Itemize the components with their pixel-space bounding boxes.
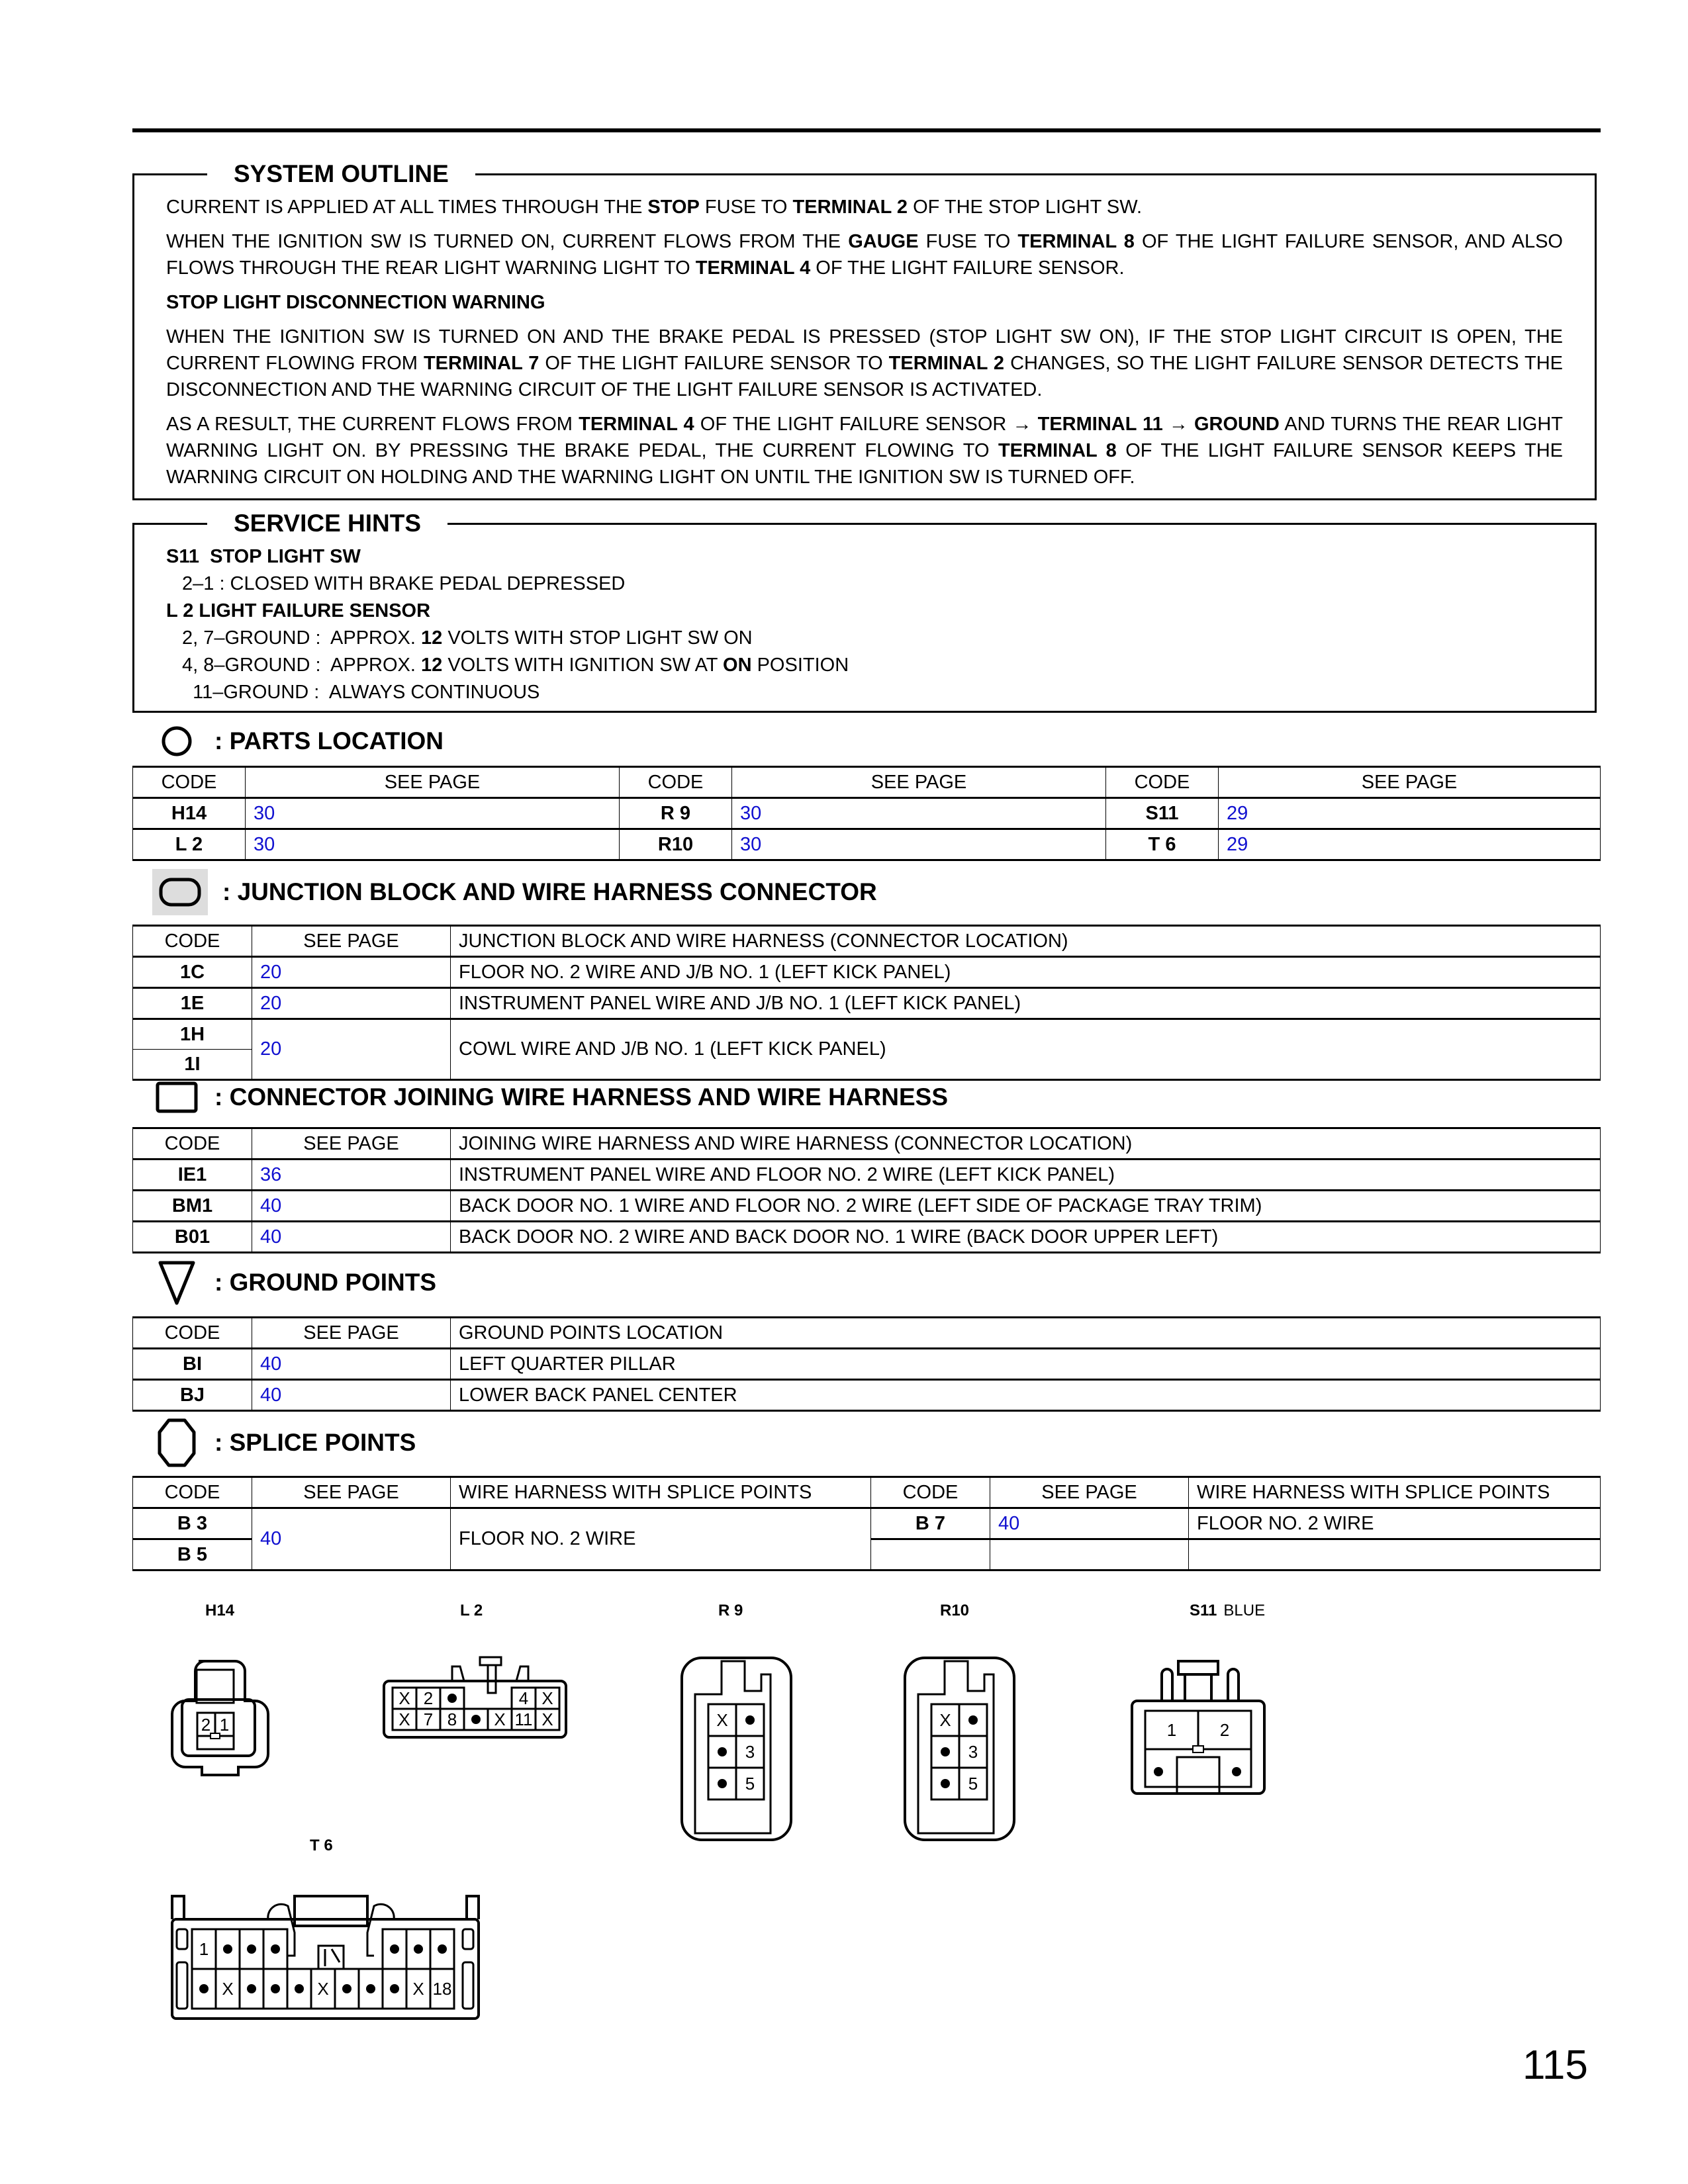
text-run: 4, 8–GROUND : APPROX.: [182, 655, 421, 676]
joining-connector-heading: [154, 1077, 948, 1117]
pin-dot: [271, 1984, 280, 1993]
pin-label: X: [541, 1688, 553, 1708]
header-see-page: SEE PAGE: [732, 767, 1106, 798]
connector-label-h14: H14: [205, 1602, 235, 1619]
header-see-page: SEE PAGE: [1219, 767, 1601, 798]
pin-label: X: [399, 1709, 410, 1729]
bold-text: L 2 LIGHT FAILURE SENSOR: [166, 600, 431, 621]
header-see-page: SEE PAGE: [252, 1128, 451, 1160]
pin-dot: [745, 1715, 755, 1725]
code-cell: 1C: [133, 957, 252, 988]
splice-points-table: [132, 1476, 1601, 1571]
header-code: CODE: [133, 926, 252, 957]
connector-label-t6: T 6: [310, 1837, 333, 1854]
pin-dot: [941, 1779, 950, 1788]
code-cell: IE1: [133, 1160, 252, 1191]
code-cell: L 2: [133, 829, 246, 860]
text-run: FUSE TO: [918, 231, 1018, 252]
header-code: CODE: [133, 1318, 252, 1349]
parts-location-table: [132, 766, 1601, 861]
page-link[interactable]: 29: [1219, 798, 1601, 829]
pin-dot: [247, 1984, 256, 1993]
code-cell: 1I: [133, 1050, 252, 1080]
table-row: [133, 1349, 1601, 1380]
bold-text: TERMINAL 2: [888, 353, 1005, 374]
text-run: CURRENT IS APPLIED AT ALL TIMES THROUGH THE: [166, 197, 648, 218]
page-link[interactable]: 30: [732, 798, 1106, 829]
pin-dot: [390, 1984, 399, 1993]
location-cell: INSTRUMENT PANEL WIRE AND FLOOR NO. 2 WIRE (LEFT KICK PANEL): [451, 1160, 1601, 1191]
joining-connector-title: : CONNECTOR JOINING WIRE HARNESS AND WIRE HARNESS: [214, 1083, 949, 1111]
page-link[interactable]: 40: [990, 1508, 1189, 1539]
text-run: AS A RESULT, THE CURRENT FLOWS FROM: [166, 414, 579, 435]
text-run: OF THE LIGHT FAILURE SENSOR, AND ALSO FLOWS THROUGH THE REAR LIGHT WARNING LIGHT TO: [166, 231, 1563, 279]
system-outline-title: SYSTEM OUTLINE: [207, 159, 475, 189]
location-cell: INSTRUMENT PANEL WIRE AND J/B NO. 1 (LEFT KICK PANEL): [451, 988, 1601, 1019]
hint-component: [166, 598, 1563, 625]
triangle-down-icon: [154, 1263, 200, 1302]
text-run: FUSE TO: [699, 197, 793, 218]
pin-dot: [968, 1715, 978, 1725]
bold-text: ON: [723, 655, 752, 676]
table-header-row: [133, 926, 1601, 957]
pin-label: X: [494, 1709, 506, 1729]
table-row: [133, 1160, 1601, 1191]
bold-text: TERMINAL 11: [1037, 414, 1163, 435]
pin-dot: [438, 1944, 447, 1954]
bold-text: GROUND: [1194, 414, 1280, 435]
text-run: AND TURNS THE REAR LIGHT WARNING LIGHT ON. BY PRESSING THE BRAKE PEDAL, THE CURRENT FLOWING TO: [166, 414, 1563, 461]
code-cell: S11: [1106, 798, 1219, 829]
pin-dot: [471, 1715, 481, 1724]
page-link[interactable]: 29: [1219, 829, 1601, 860]
pin-label: 2: [1219, 1720, 1230, 1740]
text-run: OF THE STOP LIGHT SW.: [908, 197, 1143, 218]
pin-label: 5: [968, 1774, 978, 1794]
parts-location-title: : PARTS LOCATION: [214, 727, 444, 754]
empty-cell: [990, 1539, 1189, 1570]
pin-dot: [390, 1944, 399, 1954]
system-outline-body: [134, 175, 1595, 490]
text-run: OF THE LIGHT FAILURE SENSOR →: [694, 414, 1038, 435]
s11-code: S11: [1190, 1602, 1217, 1619]
pin-dot: [414, 1944, 423, 1954]
pin-label: 1: [199, 1939, 209, 1959]
code-cell: BM1: [133, 1191, 252, 1222]
pin-label: 11: [514, 1709, 533, 1729]
pin-label: X: [716, 1710, 728, 1730]
table-row: [133, 1222, 1601, 1253]
header-code: CODE: [133, 1477, 252, 1508]
page-link[interactable]: 30: [732, 829, 1106, 860]
pin-label: 8: [447, 1709, 457, 1729]
pin-dot: [271, 1944, 280, 1954]
circle-icon: [154, 721, 200, 761]
outline-paragraph: [166, 324, 1563, 403]
connector-label-s11: [1190, 1602, 1265, 1620]
bold-text: S11 STOP LIGHT SW: [166, 546, 361, 567]
rounded-rect-icon: [152, 869, 208, 915]
code-cell: 1E: [133, 988, 252, 1019]
junction-block-table: [132, 925, 1601, 1081]
pin-dot: [247, 1944, 256, 1954]
location-cell: BACK DOOR NO. 2 WIRE AND BACK DOOR NO. 1 WIRE (BACK DOOR UPPER LEFT): [451, 1222, 1601, 1253]
pin-dot: [366, 1984, 375, 1993]
pin-label: 2: [423, 1688, 434, 1708]
pin-label: 2: [201, 1715, 211, 1735]
bold-text: STOP LIGHT DISCONNECTION WARNING: [166, 292, 545, 313]
text-run: OF THE LIGHT FAILURE SENSOR.: [810, 257, 1125, 279]
pin-dot: [718, 1779, 727, 1788]
harness-cell: FLOOR NO. 2 WIRE: [1189, 1508, 1601, 1539]
page-link[interactable]: 40: [252, 1349, 451, 1380]
text-run: POSITION: [751, 655, 849, 676]
pin-dot: [1154, 1767, 1163, 1776]
pin-label: X: [541, 1709, 553, 1729]
junction-block-heading: [154, 872, 877, 912]
location-cell: BACK DOOR NO. 1 WIRE AND FLOOR NO. 2 WIRE (LEFT SIDE OF PACKAGE TRAY TRIM): [451, 1191, 1601, 1222]
bold-text: TERMINAL 7: [423, 353, 539, 374]
outline-paragraph: [166, 289, 1563, 316]
text-run: →: [1162, 414, 1194, 435]
ground-points-title: : GROUND POINTS: [214, 1269, 437, 1296]
connector-label-r10: R10: [940, 1602, 970, 1619]
table-header-row: [133, 1477, 1601, 1508]
pin-label: 3: [968, 1742, 978, 1762]
table-row: [133, 988, 1601, 1019]
service-hints-box: [132, 510, 1597, 713]
table-row: [133, 1191, 1601, 1222]
ground-points-table: [132, 1316, 1601, 1412]
octagon-icon: [154, 1423, 200, 1463]
header-location: JOINING WIRE HARNESS AND WIRE HARNESS (CONNECTOR LOCATION): [451, 1128, 1601, 1160]
text-run: 11–GROUND : ALWAYS CONTINUOUS: [182, 682, 540, 703]
joining-connector-table: [132, 1127, 1601, 1253]
hint-detail: [166, 679, 1563, 706]
parts-location-heading: [154, 721, 444, 761]
table-header-row: [133, 767, 1601, 798]
ground-points-heading: [154, 1263, 436, 1302]
table-row: [133, 798, 1601, 829]
header-code: CODE: [871, 1477, 990, 1508]
outline-paragraph: [166, 228, 1563, 281]
pin-dot: [223, 1944, 232, 1954]
bold-text: TERMINAL 8: [998, 440, 1117, 461]
connector-l2-diagram: [381, 1655, 573, 1747]
pin-label: X: [412, 1979, 424, 1999]
header-see-page: SEE PAGE: [252, 926, 451, 957]
page-link[interactable]: 20: [252, 957, 451, 988]
code-cell: B 5: [133, 1539, 252, 1570]
bold-text: TERMINAL 8: [1017, 231, 1135, 252]
text-run: 2–1 : CLOSED WITH BRAKE PEDAL DEPRESSED: [182, 573, 626, 594]
hint-component: [166, 543, 1563, 570]
header-see-page: SEE PAGE: [246, 767, 620, 798]
pin-label: 1: [219, 1715, 230, 1735]
empty-cell: [1189, 1539, 1601, 1570]
text-run: OF THE LIGHT FAILURE SENSOR KEEPS THE WARNING CIRCUIT ON HOLDING AND THE WARNING LIGHT ON UNTIL THE IGNITION SW IS TURNED OFF.: [166, 440, 1563, 488]
system-outline-box: [132, 160, 1597, 500]
text-run: WHEN THE IGNITION SW IS TURNED ON, CURRENT FLOWS FROM THE: [166, 231, 849, 252]
connector-h14-diagram: [169, 1658, 275, 1777]
pin-dot: [295, 1984, 304, 1993]
table-row: [133, 1380, 1601, 1411]
page-link[interactable]: 40: [252, 1508, 451, 1570]
text-run: OF THE LIGHT FAILURE SENSOR TO: [539, 353, 889, 374]
page-link[interactable]: 40: [252, 1222, 451, 1253]
pin-dot: [342, 1984, 352, 1993]
table-row: [133, 829, 1601, 860]
location-cell: COWL WIRE AND J/B NO. 1 (LEFT KICK PANEL): [451, 1019, 1601, 1080]
hint-detail: [166, 570, 1563, 598]
location-cell: FLOOR NO. 2 WIRE AND J/B NO. 1 (LEFT KICK PANEL): [451, 957, 1601, 988]
page-link[interactable]: 20: [252, 988, 451, 1019]
code-cell: BJ: [133, 1380, 252, 1411]
code-cell: 1H: [133, 1019, 252, 1050]
outline-paragraph: [166, 194, 1563, 220]
header-location: GROUND POINTS LOCATION: [451, 1318, 1601, 1349]
header-see-page: SEE PAGE: [252, 1318, 451, 1349]
junction-block-title: : JUNCTION BLOCK AND WIRE HARNESS CONNECTOR: [222, 878, 877, 905]
pin-label: X: [317, 1979, 329, 1999]
header-code: CODE: [133, 1128, 252, 1160]
bold-text: TERMINAL 4: [695, 257, 811, 279]
outline-paragraph: [166, 411, 1563, 490]
code-cell: H14: [133, 798, 246, 829]
pin-dot: [447, 1694, 457, 1703]
bold-text: TERMINAL 4: [579, 414, 694, 435]
bold-text: STOP: [647, 197, 700, 218]
rectangle-icon: [154, 1077, 200, 1117]
code-cell: B01: [133, 1222, 252, 1253]
header-code: CODE: [133, 767, 246, 798]
connector-r10-diagram: [902, 1655, 1021, 1846]
pin-dot: [199, 1984, 209, 1993]
location-cell: LEFT QUARTER PILLAR: [451, 1349, 1601, 1380]
page-link[interactable]: 36: [252, 1160, 451, 1191]
pin-dot: [941, 1747, 950, 1756]
header-see-page: SEE PAGE: [252, 1477, 451, 1508]
service-hints-body: [134, 525, 1595, 706]
code-cell: R 9: [620, 798, 732, 829]
table-header-row: [133, 1318, 1601, 1349]
splice-points-title: : SPLICE POINTS: [214, 1429, 416, 1456]
code-cell: BI: [133, 1349, 252, 1380]
text-run: CHANGES, SO THE LIGHT FAILURE SENSOR DETECTS THE DISCONNECTION AND THE WARNING CIRCUIT OF THE LIGHT FAILURE SENSOR IS ACTIVATED.: [166, 353, 1564, 400]
pin-label: X: [222, 1979, 234, 1999]
hint-detail: [166, 652, 1563, 679]
splice-points-heading: [154, 1423, 416, 1463]
location-cell: LOWER BACK PANEL CENTER: [451, 1380, 1601, 1411]
table-row: [133, 1019, 1601, 1050]
harness-cell: FLOOR NO. 2 WIRE: [451, 1508, 871, 1570]
connector-s11-diagram: [1129, 1658, 1274, 1817]
page-link[interactable]: 30: [246, 798, 620, 829]
empty-cell: [871, 1539, 990, 1570]
header-harness: WIRE HARNESS WITH SPLICE POINTS: [451, 1477, 871, 1508]
connector-t6-diagram: [169, 1889, 480, 2035]
pin-dot: [718, 1747, 727, 1756]
code-cell: R10: [620, 829, 732, 860]
pin-label: 3: [745, 1742, 755, 1762]
header-see-page: SEE PAGE: [990, 1477, 1189, 1508]
header-code: CODE: [1106, 767, 1219, 798]
bold-text: 12: [421, 655, 443, 676]
s11-color: BLUE: [1223, 1602, 1266, 1619]
connector-r9-diagram: [679, 1655, 798, 1846]
table-header-row: [133, 1128, 1601, 1160]
bold-text: 12: [421, 627, 443, 649]
pin-label: X: [399, 1688, 410, 1708]
table-row: [133, 957, 1601, 988]
table-row: [133, 1508, 1601, 1539]
text-run: WHEN THE IGNITION SW IS TURNED ON AND THE BRAKE PEDAL IS PRESSED (STOP LIGHT SW ON), IF THE STOP LIGHT CIRCUIT IS OPEN, THE CURRENT FLOWING FROM: [166, 326, 1563, 374]
pin-label: 7: [423, 1709, 434, 1729]
text-run: VOLTS WITH IGNITION SW AT: [442, 655, 724, 676]
connector-label-l2: L 2: [460, 1602, 483, 1619]
top-rule: [132, 128, 1601, 132]
code-cell: B 3: [133, 1508, 252, 1539]
page-link[interactable]: 30: [246, 829, 620, 860]
pin-dot: [1232, 1767, 1241, 1776]
pin-label: 1: [1166, 1720, 1177, 1740]
pin-label: 4: [518, 1688, 529, 1708]
bold-text: GAUGE: [848, 231, 919, 252]
code-cell: B 7: [871, 1508, 990, 1539]
page-link[interactable]: 20: [252, 1019, 451, 1080]
bold-text: TERMINAL 2: [792, 197, 908, 218]
text-run: 2, 7–GROUND : APPROX.: [182, 627, 421, 649]
pin-label: X: [939, 1710, 951, 1730]
page-link[interactable]: 40: [252, 1191, 451, 1222]
hint-detail: [166, 625, 1563, 652]
page-number: 115: [1523, 2042, 1588, 2088]
connector-label-r9: R 9: [718, 1602, 743, 1619]
pin-label: 18: [432, 1979, 452, 1999]
text-run: VOLTS WITH STOP LIGHT SW ON: [442, 627, 753, 649]
service-hints-title: SERVICE HINTS: [207, 509, 447, 538]
header-location: JUNCTION BLOCK AND WIRE HARNESS (CONNECTOR LOCATION): [451, 926, 1601, 957]
header-harness: WIRE HARNESS WITH SPLICE POINTS: [1189, 1477, 1601, 1508]
pin-label: 5: [745, 1774, 755, 1794]
header-code: CODE: [620, 767, 732, 798]
page-link[interactable]: 40: [252, 1380, 451, 1411]
code-cell: T 6: [1106, 829, 1219, 860]
